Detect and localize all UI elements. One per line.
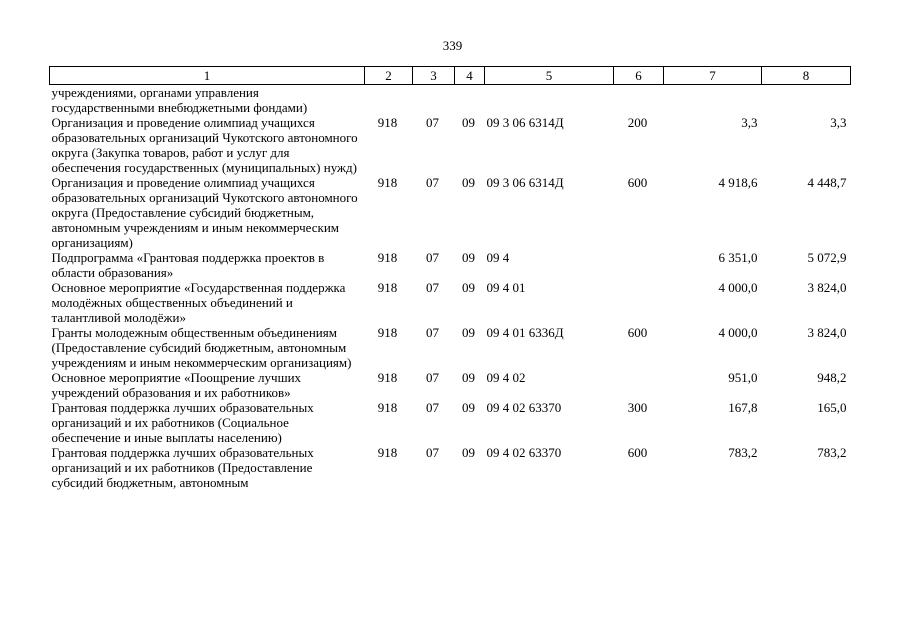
row-name-cell: учреждениями, органами управления государственными внебюджетными фондами) bbox=[51, 85, 308, 115]
table-row bbox=[50, 280, 851, 325]
row-executed-amount-cell: 5 072,9 bbox=[807, 250, 847, 265]
budget-table bbox=[49, 66, 851, 490]
row-planned-amount-cell: 4 000,0 bbox=[718, 325, 758, 340]
table-row bbox=[50, 250, 851, 280]
row-subsection-cell: 09 bbox=[462, 445, 475, 460]
row-name-cell: Грантовая поддержка лучших образовательных организаций и их работников (Предоставление субсидий бюджетным, автономным bbox=[51, 445, 314, 490]
row-executed-amount-cell: 783,2 bbox=[817, 445, 847, 460]
row-grbs-cell: 918 bbox=[377, 445, 398, 460]
row-target-code-cell: 09 4 01 bbox=[486, 280, 526, 295]
row-expense-type-cell: 600 bbox=[627, 325, 648, 340]
row-target-code-cell: 09 3 06 6314Д bbox=[486, 175, 564, 190]
row-grbs-cell: 918 bbox=[377, 370, 398, 385]
row-subsection-cell: 09 bbox=[462, 400, 475, 415]
row-name-cell: Гранты молодежным общественным объединениям (Предоставление субсидий бюджетным, автономным учреждениям и иным некоммерческим организациям) bbox=[51, 325, 352, 370]
header-col-1: 1 bbox=[50, 67, 365, 85]
row-expense-type-cell: 200 bbox=[627, 115, 648, 130]
table-row bbox=[50, 115, 851, 175]
row-subsection-cell: 09 bbox=[462, 175, 475, 190]
row-planned-amount-cell: 4 918,6 bbox=[718, 175, 758, 190]
row-name-cell: Организация и проведение олимпиад учащихся образовательных организаций Чукотского автономного округа (Предоставление субсидий бюджетным, автономным учреждениям и иным некоммерческим организациям) bbox=[51, 175, 358, 250]
row-name-cell: Основное мероприятие «Поощрение лучших учреждений образования и их работников» bbox=[51, 370, 302, 400]
row-planned-amount-cell: 4 000,0 bbox=[718, 280, 758, 295]
table-row bbox=[50, 370, 851, 400]
row-executed-amount-cell: 948,2 bbox=[817, 370, 847, 385]
row-section-cell: 07 bbox=[426, 280, 439, 295]
table-row bbox=[50, 85, 851, 116]
row-expense-type-cell bbox=[614, 250, 664, 280]
row-section-cell: 07 bbox=[426, 325, 439, 340]
row-target-code-cell: 09 4 02 63370 bbox=[486, 400, 562, 415]
row-expense-type-cell bbox=[614, 370, 664, 400]
row-planned-amount-cell: 783,2 bbox=[728, 445, 758, 460]
row-grbs-cell: 918 bbox=[377, 175, 398, 190]
row-section-cell bbox=[413, 85, 455, 116]
header-col-5: 5 bbox=[485, 67, 614, 85]
row-section-cell: 07 bbox=[426, 250, 439, 265]
row-name-cell: Основное мероприятие «Государственная поддержка молодёжных общественных объединений и талантливой молодёжи» bbox=[51, 280, 346, 325]
header-col-6: 6 bbox=[614, 67, 664, 85]
header-col-7: 7 bbox=[664, 67, 762, 85]
row-name-cell: Грантовая поддержка лучших образовательных организаций и их работников (Социальное обеспечение и иные выплаты населению) bbox=[51, 400, 314, 445]
row-target-code-cell: 09 4 02 63370 bbox=[486, 445, 562, 460]
row-grbs-cell: 918 bbox=[377, 280, 398, 295]
row-subsection-cell: 09 bbox=[462, 115, 475, 130]
row-name-cell: Подпрограмма «Грантовая поддержка проектов в области образования» bbox=[51, 250, 325, 280]
row-executed-amount-cell: 3,3 bbox=[830, 115, 847, 130]
row-grbs-cell: 918 bbox=[377, 400, 398, 415]
row-grbs-cell: 918 bbox=[377, 325, 398, 340]
row-planned-amount-cell bbox=[664, 85, 762, 116]
row-expense-type-cell bbox=[614, 280, 664, 325]
row-name-cell: Организация и проведение олимпиад учащихся образовательных организаций Чукотского автономного округа (Закупка товаров, работ и услуг для обеспечения государственных (муниципальных) нужд) bbox=[51, 115, 358, 175]
header-col-2: 2 bbox=[365, 67, 413, 85]
row-planned-amount-cell: 951,0 bbox=[728, 370, 758, 385]
page-number: 339 bbox=[442, 38, 463, 53]
row-target-code-cell: 09 4 01 6336Д bbox=[486, 325, 564, 340]
header-col-3: 3 bbox=[413, 67, 455, 85]
row-expense-type-cell bbox=[614, 85, 664, 116]
row-executed-amount-cell: 4 448,7 bbox=[807, 175, 847, 190]
row-expense-type-cell: 600 bbox=[627, 175, 648, 190]
table-body bbox=[50, 85, 851, 491]
row-section-cell: 07 bbox=[426, 445, 439, 460]
row-section-cell: 07 bbox=[426, 115, 439, 130]
row-planned-amount-cell: 3,3 bbox=[741, 115, 758, 130]
row-planned-amount-cell: 6 351,0 bbox=[718, 250, 758, 265]
row-subsection-cell: 09 bbox=[462, 370, 475, 385]
row-section-cell: 07 bbox=[426, 370, 439, 385]
row-target-code-cell: 09 4 bbox=[486, 250, 510, 265]
row-section-cell: 07 bbox=[426, 400, 439, 415]
row-planned-amount-cell: 167,8 bbox=[728, 400, 758, 415]
header-col-8: 8 bbox=[762, 67, 851, 85]
header-col-4: 4 bbox=[455, 67, 485, 85]
row-grbs-cell: 918 bbox=[377, 115, 398, 130]
row-section-cell: 07 bbox=[426, 175, 439, 190]
row-target-code-cell: 09 3 06 6314Д bbox=[486, 115, 564, 130]
row-executed-amount-cell bbox=[762, 85, 851, 116]
table-row bbox=[50, 400, 851, 445]
row-grbs-cell bbox=[365, 85, 413, 116]
row-subsection-cell bbox=[455, 85, 485, 116]
row-expense-type-cell: 300 bbox=[627, 400, 648, 415]
row-expense-type-cell: 600 bbox=[627, 445, 648, 460]
row-subsection-cell: 09 bbox=[462, 250, 475, 265]
row-subsection-cell: 09 bbox=[462, 280, 475, 295]
row-executed-amount-cell: 165,0 bbox=[817, 400, 847, 415]
row-executed-amount-cell: 3 824,0 bbox=[807, 280, 847, 295]
row-executed-amount-cell: 3 824,0 bbox=[807, 325, 847, 340]
table-header-row bbox=[50, 67, 851, 85]
table-row bbox=[50, 325, 851, 370]
row-subsection-cell: 09 bbox=[462, 325, 475, 340]
row-target-code-cell bbox=[485, 85, 614, 116]
row-grbs-cell: 918 bbox=[377, 250, 398, 265]
table-row bbox=[50, 445, 851, 490]
row-target-code-cell: 09 4 02 bbox=[486, 370, 526, 385]
table-row bbox=[50, 175, 851, 250]
